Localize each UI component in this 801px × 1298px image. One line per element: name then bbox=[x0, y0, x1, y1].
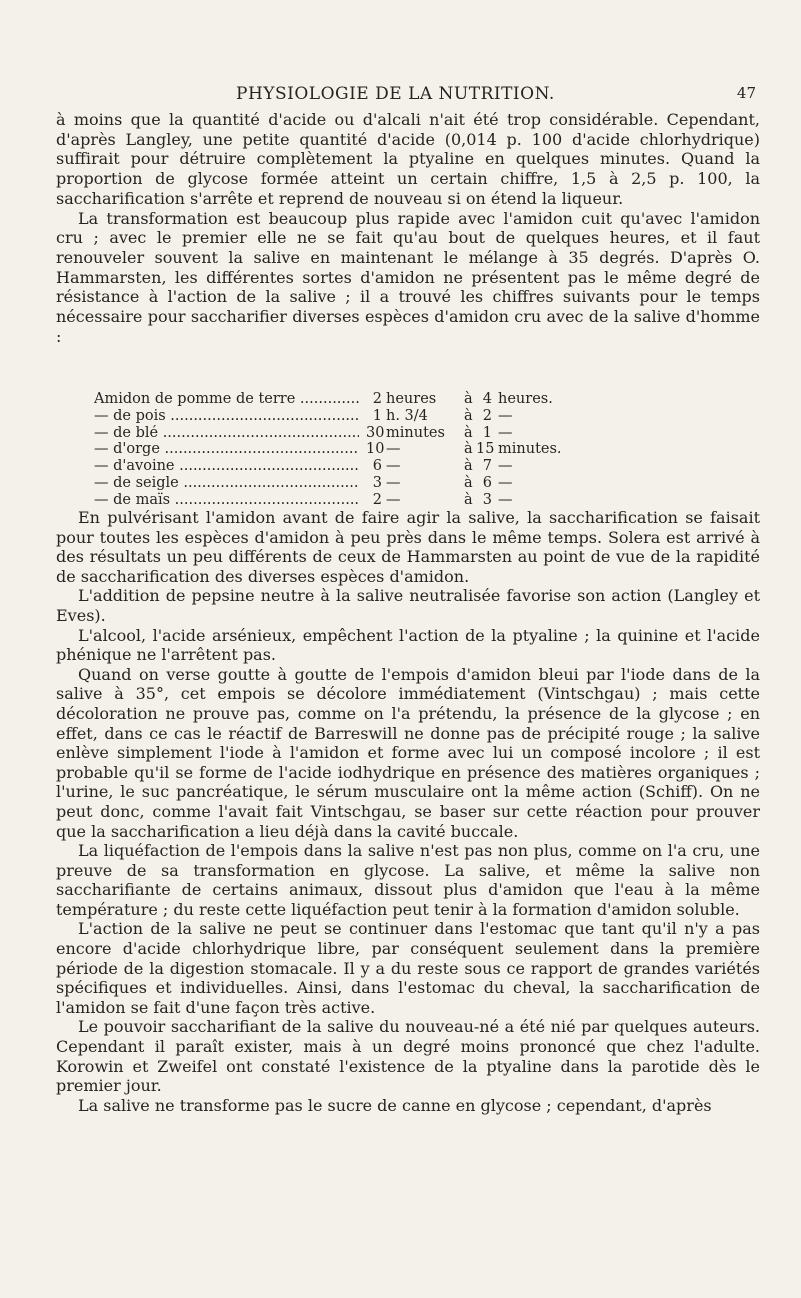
time-max-value: 7 bbox=[482, 458, 492, 475]
page-header bbox=[56, 84, 756, 110]
time-min-unit: h. 3/4 bbox=[386, 407, 428, 424]
time-max-unit: — bbox=[498, 491, 513, 508]
range-separator: à bbox=[464, 474, 473, 491]
amidon-name: — de blé ..... bbox=[94, 425, 359, 442]
time-max-unit: heures. bbox=[498, 391, 553, 407]
table-row bbox=[94, 458, 760, 475]
time-min-unit: heures bbox=[386, 391, 437, 407]
time-min-value: 2 bbox=[372, 491, 382, 508]
amidon-name: — de seigle ..... bbox=[94, 475, 359, 492]
paragraph: La liquéfaction de l'empois dans la salive n'est pas non plus, comme on l'a cru, une preuve de sa transformation en glycose. La salive, et même la salive non saccharifiante de certains animaux, dissout plus d'amidon que l'eau à la même température ; du reste cette liquéfaction peut tenir à la formation d'amidon soluble. bbox=[56, 841, 760, 919]
time-max-unit: minutes. bbox=[498, 441, 562, 458]
table-row bbox=[94, 408, 760, 425]
time-min-value: 6 bbox=[372, 458, 382, 475]
time-min-value: 2 bbox=[372, 391, 382, 407]
range-separator: à bbox=[464, 391, 473, 407]
amidon-name: Amidon de pomme de terre ..... bbox=[94, 391, 359, 408]
paragraph: La transformation est beaucoup plus rapide avec l'amidon cuit qu'avec l'amidon cru ; avec le premier elle ne se fait qu'au bout de quelques heures, et il faut renouveler souvent la salive en maintenant le mélange à 35 degrés. D'après O. Hammarsten, les différentes sortes d'amidon ne présentent pas le même degré de résistance à l'action de la salive ; il a trouvé les chiffres suivants pour le temps nécessaire pour saccharifier diverses espèces d'amidon cru avec de la salive d'homme : bbox=[56, 208, 760, 346]
time-max-value: 15 bbox=[476, 441, 495, 458]
range-separator: à bbox=[464, 424, 473, 441]
time-min-unit: — bbox=[386, 491, 401, 508]
paragraph: à moins que la quantité d'acide ou d'alcali n'ait été trop considérable. Cependant, d'après Langley, une petite quantité d'acide (0,014 p. 100 d'acide chlorhydrique) suffirait pour détruire complètement la ptyaline en quelques minutes. Quand la proportion de glycose formée atteint un certain chiffre, 1,5 à 2,5 p. 100, la saccharification s'arrête et reprend de nouveau si on étend la liqueur. bbox=[56, 110, 760, 208]
time-max-unit: — bbox=[498, 474, 513, 491]
range-separator: à bbox=[464, 458, 473, 475]
time-max-value: 3 bbox=[482, 491, 492, 508]
time-max-unit: — bbox=[498, 407, 513, 424]
paragraph: Le pouvoir saccharifiant de la salive du nouveau-né a été nié par quelques auteurs. Cependant il paraît exister, mais à un degré moins prononcé que chez l'adulte. Korowin et Zweifel ont constaté l'existence de la ptyaline dans la parotide dès le premier jour. bbox=[56, 1017, 760, 1096]
body-text-top bbox=[56, 110, 760, 346]
time-max-unit: — bbox=[498, 458, 513, 475]
amidon-name: — de pois ..... bbox=[94, 408, 359, 425]
time-min-unit: — bbox=[386, 474, 401, 491]
paragraph: L'addition de pepsine neutre à la salive neutralisée favorise son action (Langley et Eves). bbox=[56, 586, 760, 625]
paragraph: L'action de la salive ne peut se continuer dans l'estomac que tant qu'il n'y a pas encore d'acide chlorhydrique libre, par conséquent seulement dans la première période de la digestion stomacale. Il y a du reste sous ce rapport de grandes variétés spécifiques et individuelles. Ainsi, dans l'estomac du cheval, la saccharification de l'amidon se fait d'une façon très active. bbox=[56, 919, 760, 1017]
paragraph: En pulvérisant l'amidon avant de faire agir la salive, la saccharification se faisait pour toutes les espèces d'amidon à peu près dans le même temps. Solera est arrivé à des résultats un peu différents de ceux de Hammarsten au point de vue de la rapidité de saccharification des diverses espèces d'amidon. bbox=[56, 508, 760, 586]
amidon-name: — d'avoine ..... bbox=[94, 458, 359, 475]
time-min-value: 10 bbox=[366, 441, 385, 458]
time-min-value: 30 bbox=[366, 424, 385, 441]
time-max-value: 6 bbox=[482, 474, 492, 491]
time-max-value: 1 bbox=[482, 424, 492, 441]
time-min-unit: — bbox=[386, 441, 401, 458]
amidon-table bbox=[94, 391, 760, 509]
table-row bbox=[94, 425, 760, 442]
paragraph: La salive ne transforme pas le sucre de canne en glycose ; cependant, d'après bbox=[78, 1095, 712, 1115]
range-separator: à bbox=[464, 491, 473, 508]
time-min-value: 3 bbox=[372, 474, 382, 491]
body-text-bottom bbox=[56, 508, 760, 1115]
table-row bbox=[94, 391, 760, 408]
table-row bbox=[94, 492, 760, 509]
time-max-unit: — bbox=[498, 424, 513, 441]
time-min-unit: minutes bbox=[386, 424, 445, 441]
paragraph: Quand on verse goutte à goutte de l'empois d'amidon bleui par l'iode dans de la salive à 35°, cet empois se décolore immédiatement (Vintschgau) ; mais cette décoloration ne prouve pas, comme on l'a prétendu, la présence de la glycose ; en effet, dans ce cas le réactif de Barreswill ne donne pas de précipité rouge ; la salive enlève simplement l'iode à l'amidon et forme avec lui un composé incolore ; il est probable qu'il se forme de l'acide iodhydrique en présence des matières organiques ; l'urine, le suc pancréatique, le sérum musculaire ont la même action (Schiff). On ne peut donc, comme l'avait fait Vintschgau, se baser sur cette réaction pour prouver que la saccharification a lieu déjà dans la cavité buccale. bbox=[56, 664, 760, 841]
table-row bbox=[94, 475, 760, 492]
time-min-unit: — bbox=[386, 458, 401, 475]
amidon-name: — d'orge ..... bbox=[94, 441, 359, 458]
running-title: PHYSIOLOGIE DE LA NUTRITION. bbox=[236, 84, 555, 104]
amidon-name: — de maïs ..... bbox=[94, 492, 359, 509]
table-row bbox=[94, 441, 760, 458]
range-separator: à bbox=[464, 407, 473, 424]
range-separator: à bbox=[464, 441, 473, 458]
time-max-value: 4 bbox=[482, 391, 492, 407]
paragraph: L'alcool, l'acide arsénieux, empêchent l'action de la ptyaline ; la quinine et l'acide phénique ne l'arrêtent pas. bbox=[56, 625, 760, 665]
time-min-value: 1 bbox=[372, 407, 382, 424]
page-number: 47 bbox=[736, 84, 756, 102]
time-max-value: 2 bbox=[482, 407, 492, 424]
